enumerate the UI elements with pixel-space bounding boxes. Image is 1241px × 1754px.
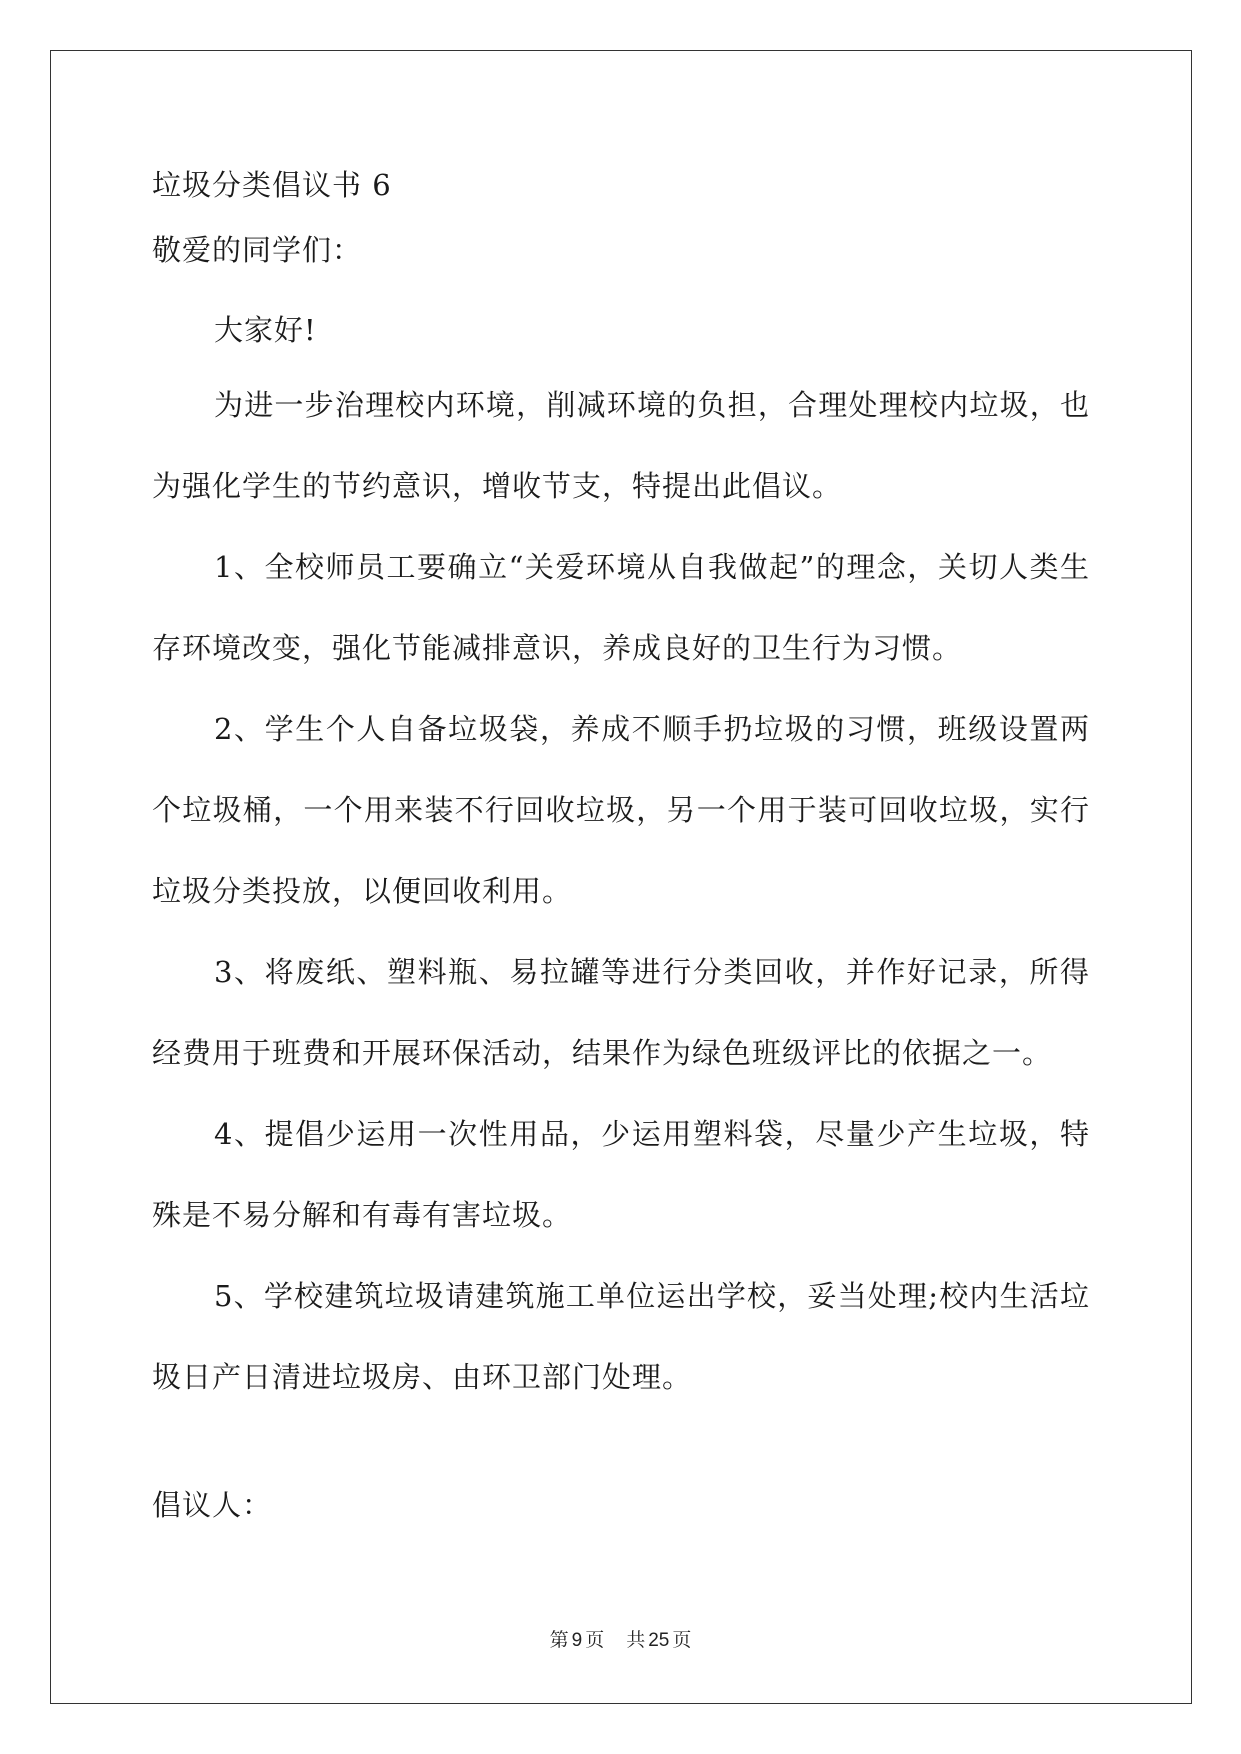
total-suffix: 页	[672, 1630, 692, 1651]
salutation: 敬爱的同学们：	[152, 233, 363, 267]
page-prefix: 第	[549, 1630, 569, 1651]
page-footer	[0, 1625, 1241, 1652]
paragraph-item-4: 4、提倡少运用一次性用品，少运用塑料袋，尽量少产生垃圾，特殊是不易分解和有毒有害垃圾。	[152, 1117, 1090, 1232]
total-pages: 25	[648, 1630, 670, 1651]
paragraph-intro: 为进一步治理校内环境，削减环境的负担，合理处理校内垃圾，也为强化学生的节约意识，增收节支，特提出此倡议。	[152, 388, 1090, 503]
paragraph-item-1: 1、全校师员工要确立“关爱环境从自我做起”的理念，关切人类生存环境改变，强化节能减排意识，养成良好的卫生行为习惯。	[152, 550, 1090, 665]
paragraph-item-2: 2、学生个人自备垃圾袋，养成不顺手扔垃圾的习惯，班级设置两个垃圾桶，一个用来装不行回收垃圾，另一个用于装可回收垃圾，实行垃圾分类投放，以便回收利用。	[152, 712, 1090, 908]
page-suffix: 页	[585, 1630, 605, 1651]
paragraph-item-3: 3、将废纸、塑料瓶、易拉罐等进行分类回收，并作好记录，所得经费用于班费和开展环保活动，结果作为绿色班级评比的依据之一。	[152, 955, 1090, 1070]
signer-label: 倡议人：	[152, 1488, 273, 1522]
total-prefix: 共	[626, 1630, 646, 1651]
page-number: 9	[571, 1630, 583, 1651]
paragraph-item-5: 5、学校建筑垃圾请建筑施工单位运出学校，妥当处理;校内生活垃圾日产日清进垃圾房、由环卫部门处理。	[152, 1279, 1090, 1394]
greeting: 大家好!	[214, 313, 317, 347]
document-title: 垃圾分类倡议书 6	[152, 168, 392, 202]
